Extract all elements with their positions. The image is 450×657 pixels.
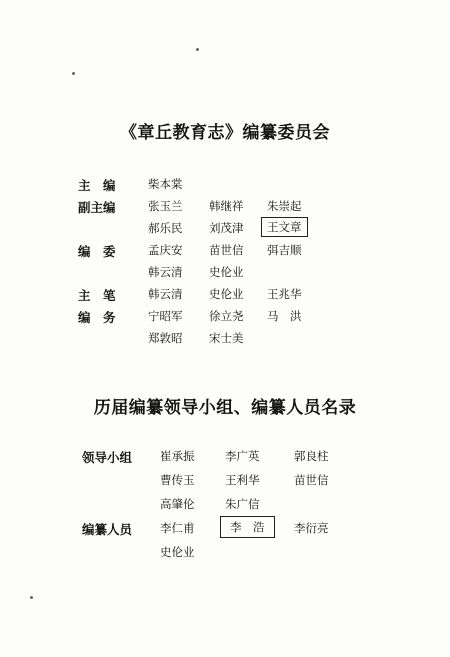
scan-speck — [196, 48, 199, 51]
deputy-editor-name: 韩继祥 — [209, 199, 244, 213]
committee-title: 《章丘教育志》编纂委员会 — [120, 123, 330, 143]
editorial-affairs-name: 宋士美 — [209, 331, 244, 345]
deputy-editor-label: 副主编 — [78, 200, 116, 215]
deputy-editor-name: 朱崇起 — [267, 199, 302, 213]
editorial-affairs-label: 编 务 — [78, 310, 116, 325]
deputy-editor-name: 刘茂津 — [209, 221, 244, 235]
leadership-group-name: 高肇伦 — [160, 497, 195, 511]
chief-editor-name: 柴本棠 — [148, 177, 183, 191]
scan-speck — [72, 72, 75, 75]
committee-member-name: 韩云清 — [148, 265, 183, 279]
lead-writer-label: 主 笔 — [78, 288, 116, 303]
deputy-editor-name-boxed: 王文章 — [261, 217, 308, 237]
lead-writer-name: 王兆华 — [267, 287, 302, 301]
editorial-affairs-name: 马 洪 — [267, 309, 302, 323]
leadership-group-name: 王利华 — [225, 473, 260, 487]
leadership-group-name: 曹传玉 — [160, 473, 195, 487]
committee-member-name: 弭吉顺 — [267, 243, 302, 257]
committee-member-label: 编 委 — [78, 244, 116, 259]
committee-member-name: 苗世信 — [209, 243, 244, 257]
compiler-name: 李衍亮 — [294, 521, 329, 535]
leadership-group-name: 苗世信 — [294, 473, 329, 487]
chief-editor-label: 主 编 — [78, 178, 116, 193]
editorial-affairs-name: 徐立尧 — [209, 309, 244, 323]
committee-member-name: 史伦业 — [209, 265, 244, 279]
compilers-label: 编纂人员 — [82, 522, 133, 537]
scan-speck — [30, 596, 33, 599]
deputy-editor-name: 张玉兰 — [148, 199, 183, 213]
lead-writer-name: 史伦业 — [209, 287, 244, 301]
leadership-group-name: 李广英 — [225, 449, 260, 463]
committee-member-name: 孟庆安 — [148, 243, 183, 257]
compiler-name-boxed: 李 浩 — [220, 516, 275, 538]
history-title: 历届编纂领导小组、编纂人员名录 — [93, 398, 357, 418]
leadership-group-name: 崔承振 — [160, 449, 195, 463]
editorial-affairs-name: 郑敦昭 — [148, 331, 183, 345]
leadership-group-name: 朱广信 — [225, 497, 260, 511]
deputy-editor-name: 郝乐民 — [148, 221, 183, 235]
compiler-name: 史伦业 — [160, 545, 195, 559]
compiler-name: 李仁甫 — [160, 521, 195, 535]
editorial-affairs-name: 宁昭军 — [148, 309, 183, 323]
lead-writer-name: 韩云清 — [148, 287, 183, 301]
leadership-group-label: 领导小组 — [82, 450, 133, 465]
leadership-group-name: 郭良柱 — [294, 449, 329, 463]
